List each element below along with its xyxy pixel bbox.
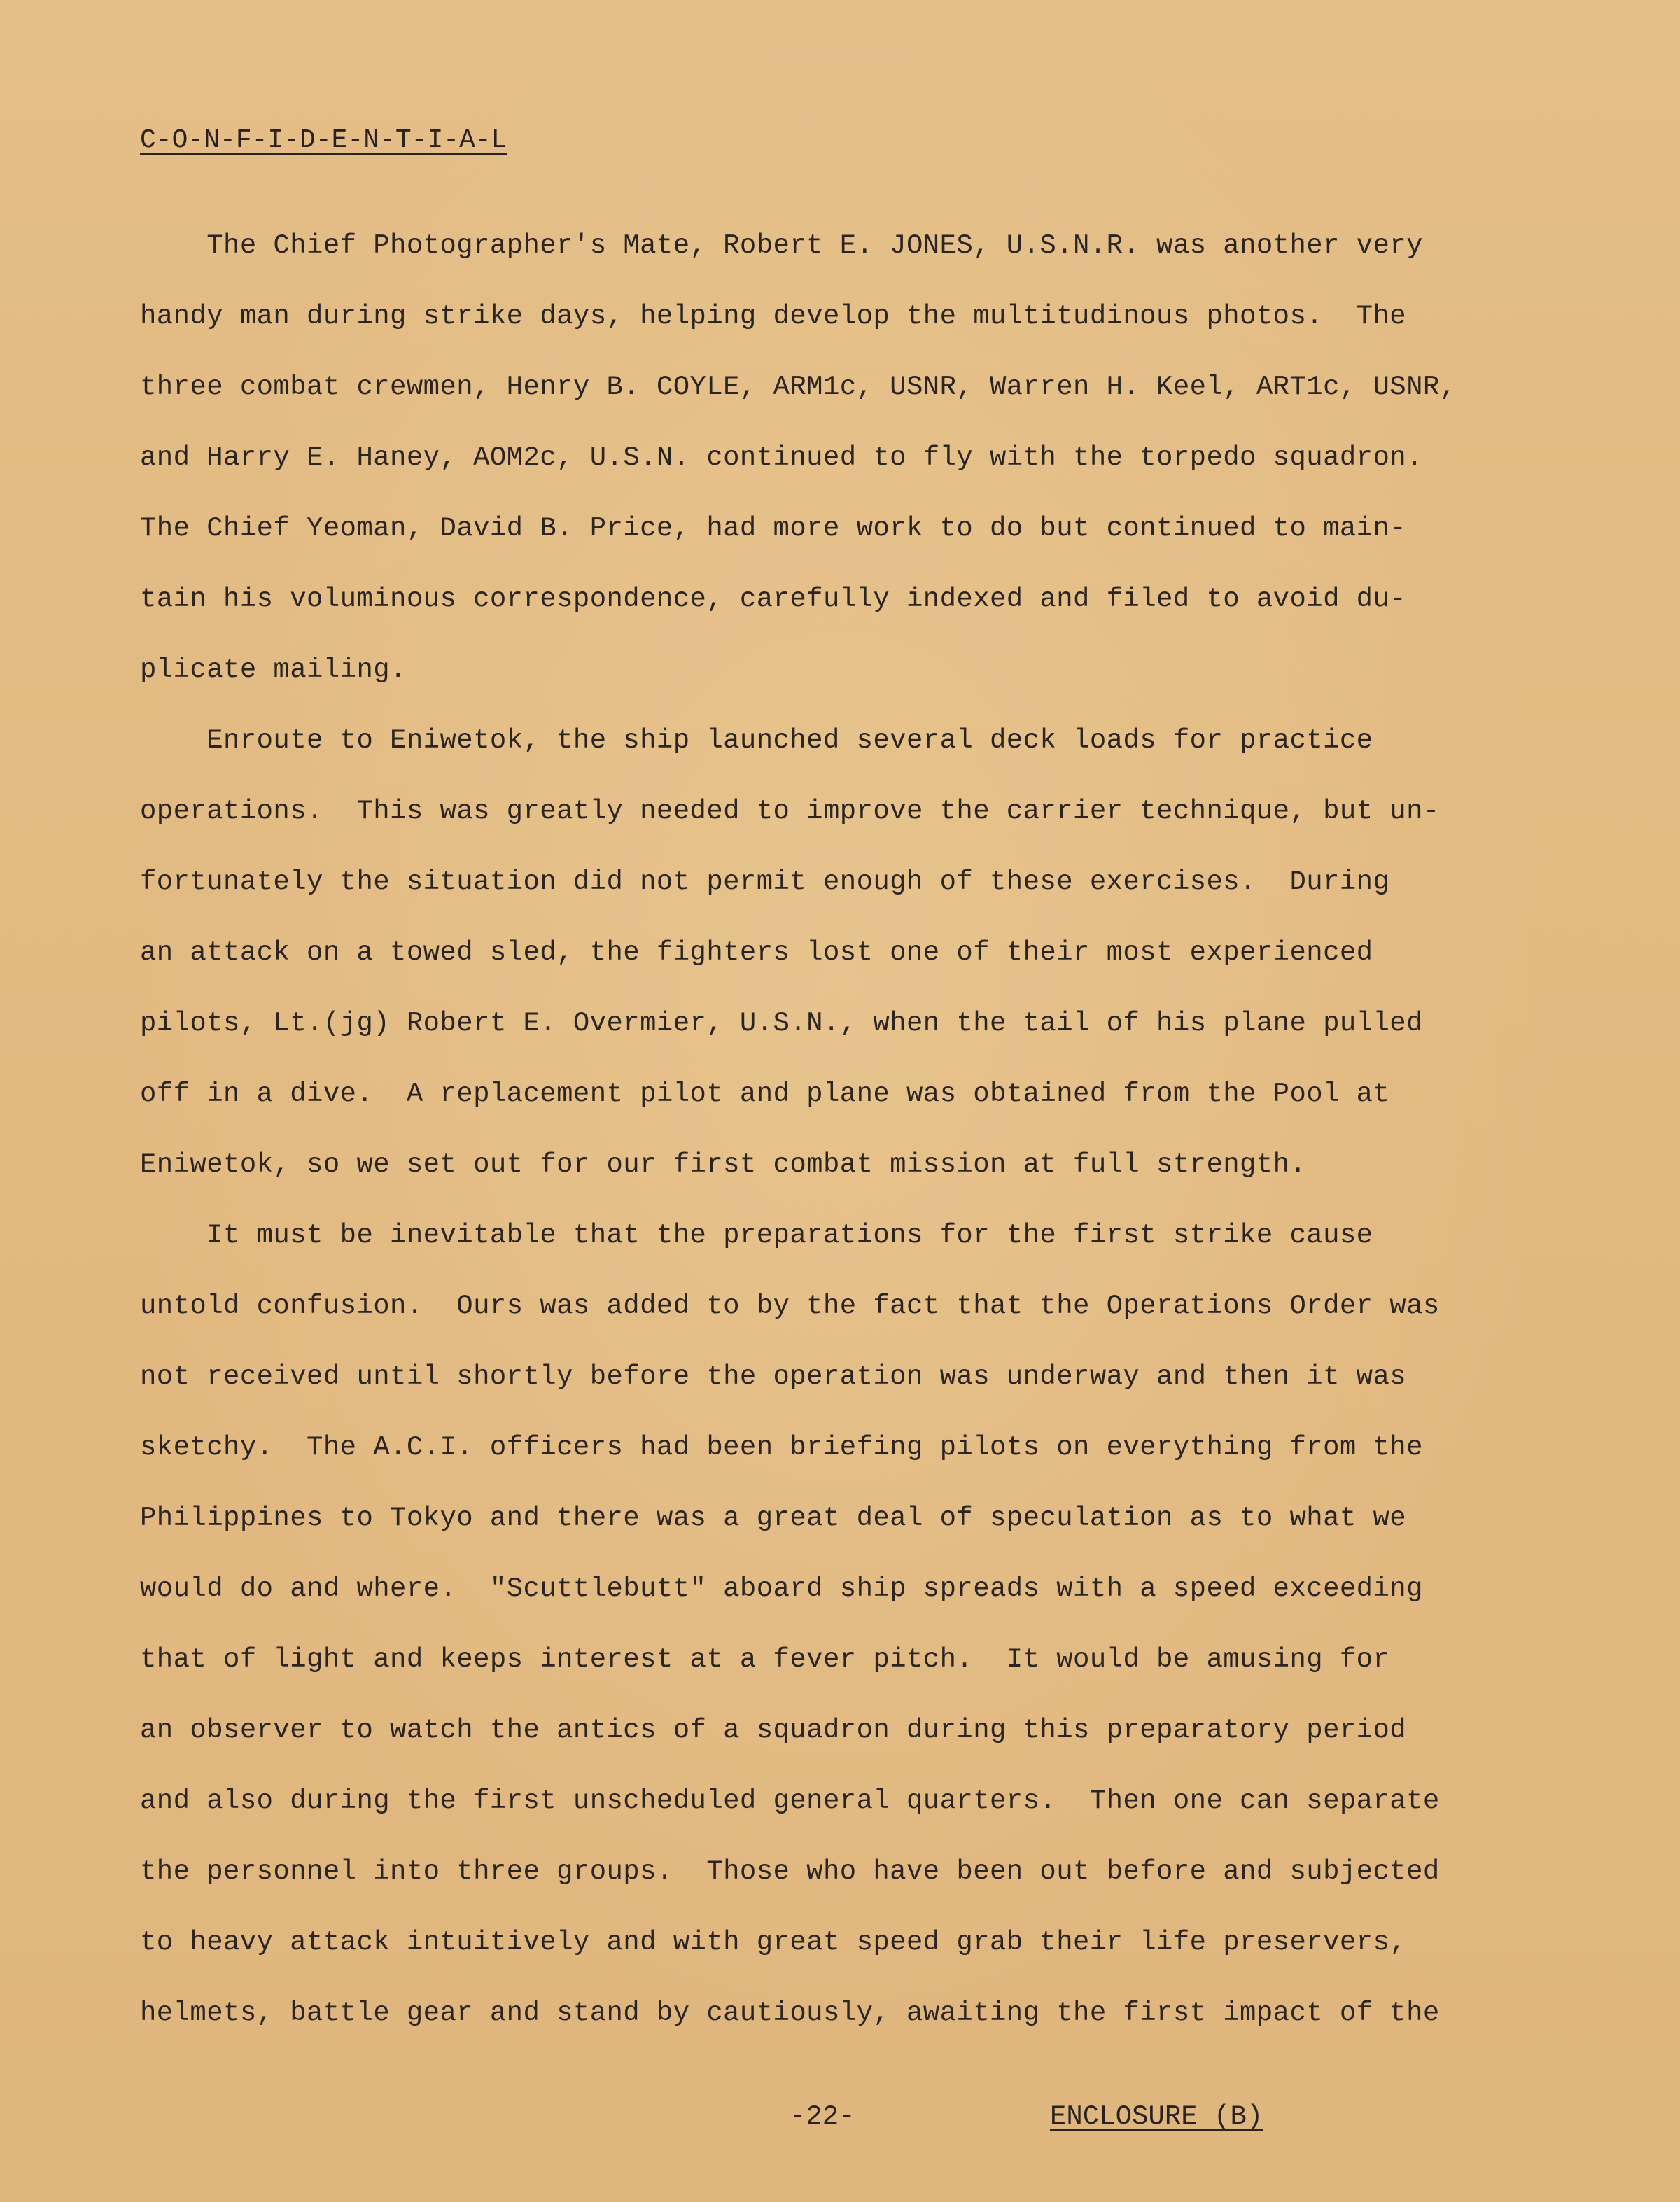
body-line: sketchy. The A.C.I. officers had been briefing pilots on everything from the	[140, 1432, 1423, 1463]
body-line: It must be inevitable that the preparations for the first strike cause	[140, 1220, 1373, 1251]
body-line: pilots, Lt.(jg) Robert E. Overmier, U.S.N., when the tail of his plane pulled	[140, 1008, 1423, 1039]
body-line: Philippines to Tokyo and there was a great deal of speculation as to what we	[140, 1503, 1407, 1534]
body-line: untold confusion. Ours was added to by the fact that the Operations Order was	[140, 1291, 1440, 1321]
enclosure-label: ENCLOSURE (B)	[1050, 2101, 1264, 2132]
body-line: three combat crewmen, Henry B. COYLE, ARM1c, USNR, Warren H. Keel, ART1c, USNR,	[140, 372, 1457, 402]
body-line: Enroute to Eniwetok, the ship launched several deck loads for practice	[140, 725, 1373, 756]
body-line: off in a dive. A replacement pilot and plane was obtained from the Pool at	[140, 1079, 1390, 1109]
body-line: an observer to watch the antics of a squadron during this preparatory period	[140, 1715, 1407, 1746]
body-line: Eniwetok, so we set out for our first combat mission at full strength.	[140, 1149, 1307, 1180]
page-number: -22-	[790, 2101, 855, 2132]
body-line: the personnel into three groups. Those who have been out before and subjected	[140, 1856, 1440, 1887]
body-line: operations. This was greatly needed to improve the carrier technique, but un-	[140, 796, 1440, 827]
body-line: would do and where. "Scuttlebutt" aboard ship spreads with a speed exceeding	[140, 1573, 1423, 1604]
body-line: tain his voluminous correspondence, carefully indexed and filed to avoid du-	[140, 584, 1407, 615]
body-line: not received until shortly before the operation was underway and then it was	[140, 1361, 1407, 1392]
body-line: and also during the first unscheduled general quarters. Then one can separate	[140, 1786, 1440, 1816]
body-line: plicate mailing.	[140, 654, 407, 685]
body-line: helmets, battle gear and stand by cautiously, awaiting the first impact of the	[140, 1998, 1440, 2028]
classification-heading: C-O-N-F-I-D-E-N-T-I-A-L	[140, 125, 507, 155]
body-line: that of light and keeps interest at a fever pitch. It would be amusing for	[140, 1644, 1390, 1675]
body-line: The Chief Yeoman, David B. Price, had more work to do but continued to main-	[140, 513, 1407, 544]
body-line: The Chief Photographer's Mate, Robert E. JONES, U.S.N.R. was another very	[140, 230, 1423, 261]
body-line: fortunately the situation did not permit enough of these exercises. During	[140, 867, 1390, 897]
body-line: to heavy attack intuitively and with great speed grab their life preservers,	[140, 1927, 1407, 1958]
body-line: and Harry E. Haney, AOM2c, U.S.N. continued to fly with the torpedo squadron.	[140, 442, 1423, 473]
body-line: an attack on a towed sled, the fighters lost one of their most experienced	[140, 937, 1373, 968]
body-line: handy man during strike days, helping develop the multitudinous photos. The	[140, 301, 1407, 332]
